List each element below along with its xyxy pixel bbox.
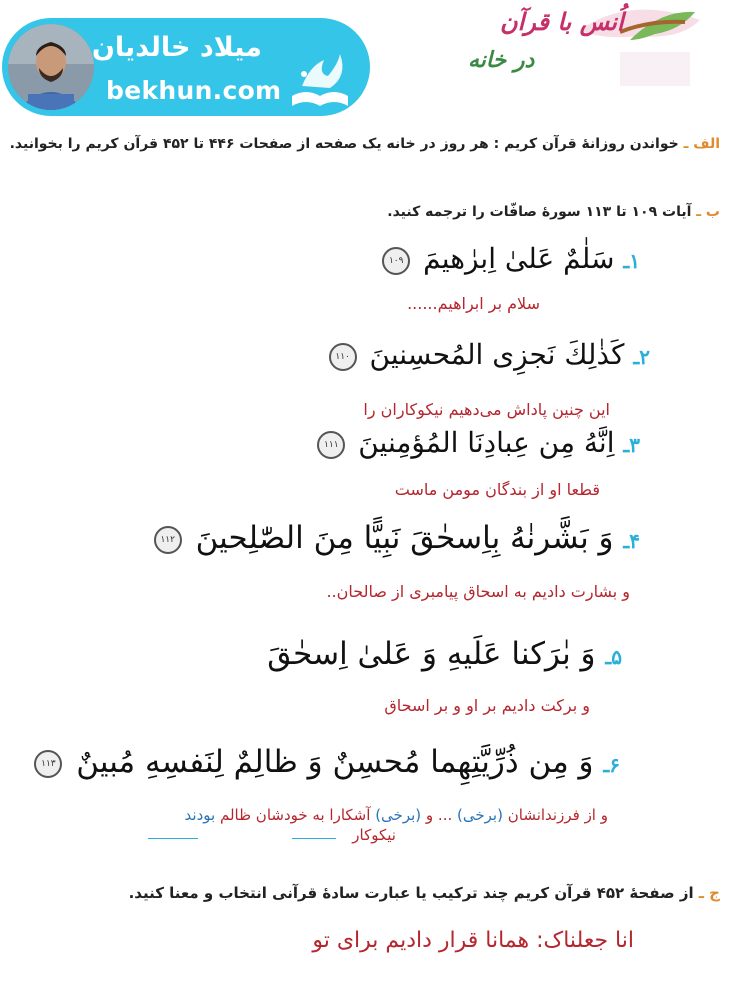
section-a-text: خواندن روزانهٔ قرآن کریم : هر روز در خانه یک صفحه از صفحات ۴۴۶ تا ۴۵۲ قرآن کریم را بخوانید. [9,136,679,152]
verse-5-number: ۵ـ [605,645,622,669]
site-url[interactable]: bekhun.com [106,76,282,105]
verse-6 [30,744,620,780]
verse-6-translation-part3: ... و [425,806,453,824]
section-c-label: ج ـ [698,884,720,902]
book-logo-icon [284,46,356,118]
verse-3 [313,426,640,459]
section-c-instruction [129,884,720,902]
verse-3-marker: ۱۱۱ [317,431,345,459]
blank-underline-2 [292,838,336,839]
verse-4-translation: و بشارت دادیم به اسحاق پیامبری از صالحان.. [326,582,630,601]
verse-4-marker: ۱۱۲ [154,526,182,554]
verse-6-arabic: وَ مِن ذُرِّیَّتِهِما مُحسِنٌ وَ ظالِمٌ لِنَفسِهِ مُبینٌ [76,744,594,780]
brand-title: اُنس با قرآن [500,8,624,36]
verse-6-translation [185,806,608,824]
avatar [8,24,94,110]
verse-6-number: ۶ـ [603,753,620,777]
verse-2-marker: ۱۱۰ [329,343,357,371]
verse-5-arabic: وَ بٰرَكنا عَلَیهِ وَ عَلیٰ اِسحٰقَ [267,636,596,672]
verse-1-arabic: سَلٰمٌ عَلیٰ اِبرٰهیمَ [423,242,615,275]
verse-5 [267,636,622,672]
verse-6-translation-part6: بودند [184,806,216,824]
section-c-text: از صفحهٔ ۴۵۲ قرآن کریم چند ترکیب یا عبارت سادهٔ قرآنی انتخاب و معنا کنید. [128,884,694,902]
blank-underline-1 [148,838,198,839]
verse-2 [325,338,650,371]
verse-3-translation: قطعا او از بندگان مومن ماست [394,480,600,499]
verse-4-arabic: وَ بَشَّرنٰهُ بِاِسحٰقَ نَبِیًّا مِنَ الصّٰلِحینَ [195,520,614,556]
verse-6-translation-part1: و از فرزندانشان [507,806,608,824]
verse-1 [378,242,640,275]
author-badge [2,18,370,116]
verse-1-marker: ۱۰۹ [382,247,410,275]
verse-4 [150,520,640,556]
section-a-instruction [10,136,720,152]
verse-6-translation-part5: آشکارا به خودشان ظالم [219,806,371,824]
verse-2-number: ۲ـ [633,345,650,369]
verse-1-translation: سلام بر ابراهیم...... [407,294,540,313]
section-a-label: الف ـ [683,136,720,152]
verse-3-number: ۳ـ [623,433,640,457]
verse-2-translation: این چنین پاداش می‌دهیم نیکوکاران را [363,400,610,419]
verse-4-number: ۴ـ [623,529,640,553]
avatar-photo-icon [8,24,94,110]
section-b-label: ب ـ [696,204,720,220]
section-b-text: آیات ۱۰۹ تا ۱۱۳ سورهٔ صافّات را ترجمه کنید. [387,204,692,220]
verse-3-arabic: اِنَّهُ مِن عِبادِنَا المُؤمِنینَ [358,426,615,459]
brand-subtitle: در خانه [468,48,535,73]
verse-1-number: ۱ـ [623,249,640,273]
verse-6-translation-part7: نیکوکار [352,826,396,844]
author-name: میلاد خالدیان [91,32,262,63]
section-b-instruction [387,204,720,220]
verse-2-arabic: كَذٰلِكَ نَجزِی المُحسِنینَ [369,338,625,371]
verse-6-marker: ۱۱۳ [34,750,62,778]
verse-5-translation: و برکت دادیم بر او و بر اسحاق [384,696,590,715]
verse-6-translation-part2: (برخی) [457,806,503,824]
verse-6-translation-part4: (برخی) [375,806,422,824]
answer-text: انا جعلناک: همانا قرار دادیم برای تو [312,928,634,953]
